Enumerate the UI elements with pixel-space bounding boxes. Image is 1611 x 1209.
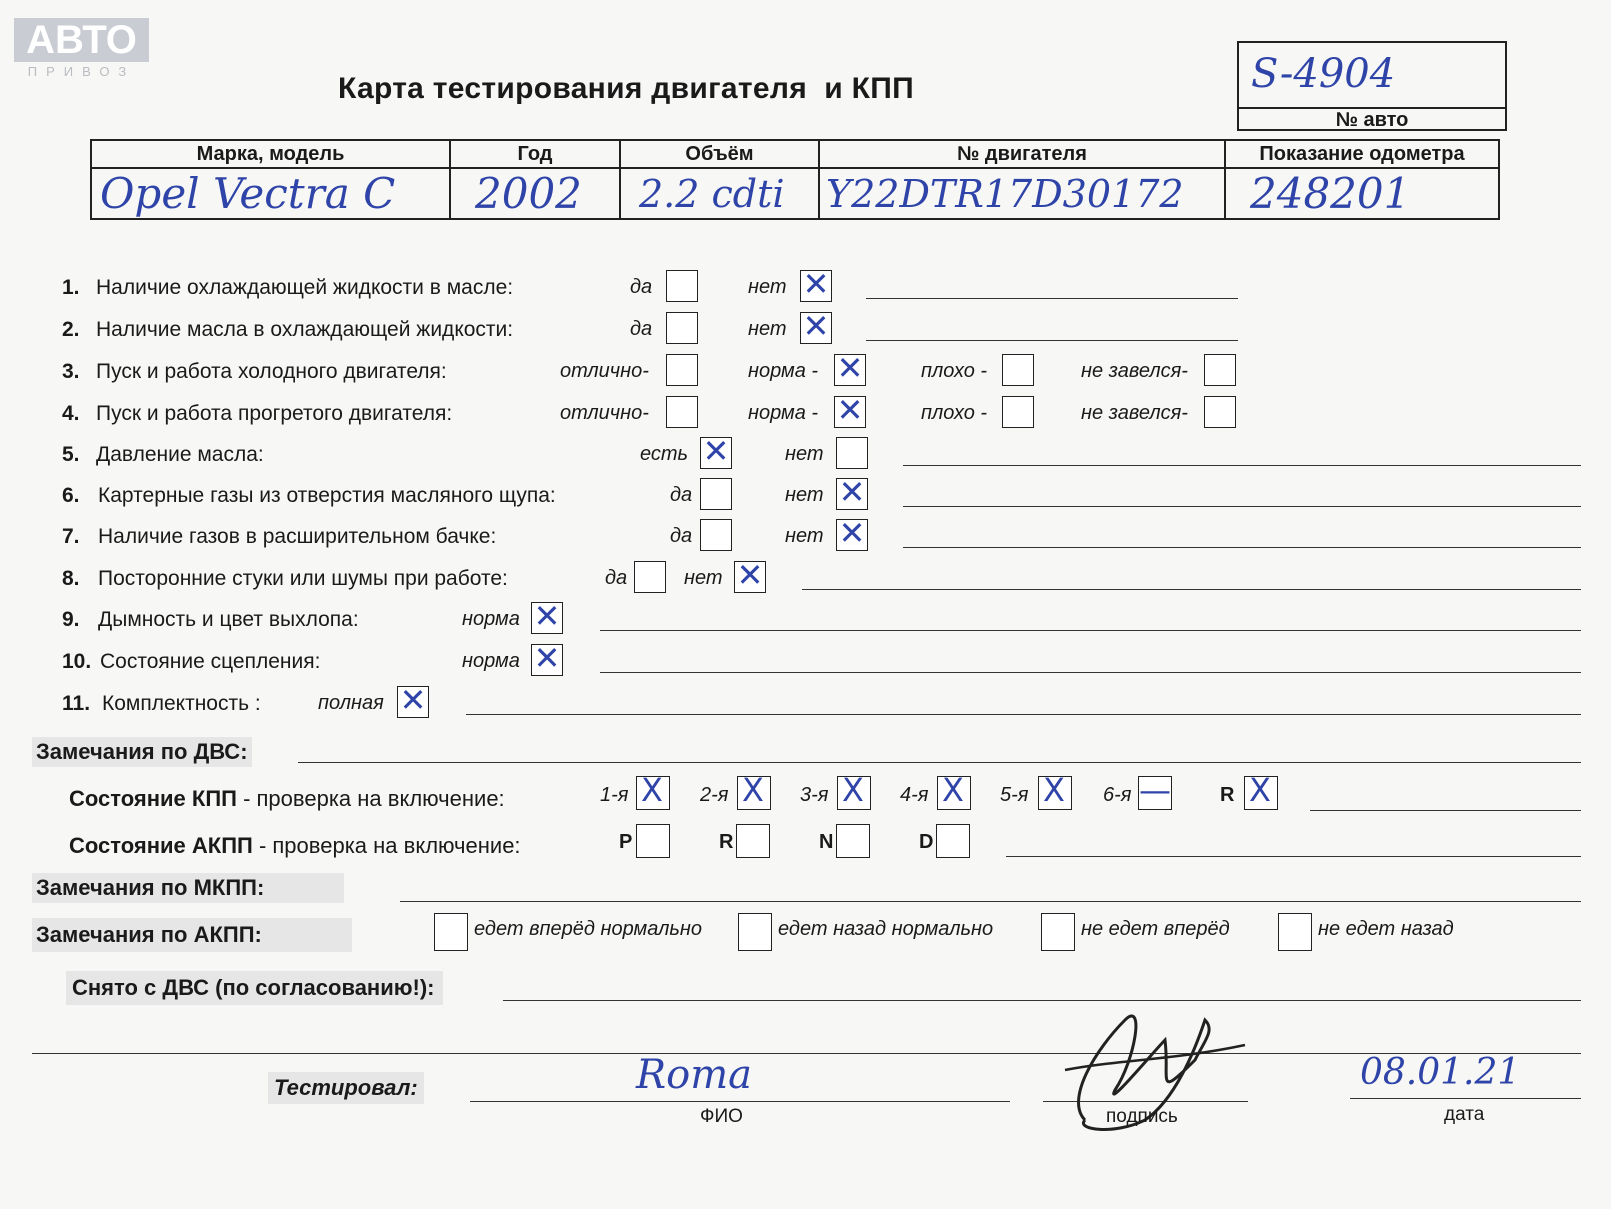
gear-mark: — xyxy=(1139,771,1171,809)
option-label: есть xyxy=(640,443,689,465)
question-text: Комплектность : xyxy=(102,692,261,715)
question-number: 5. xyxy=(62,443,80,466)
gear-label: 1-я xyxy=(600,784,629,806)
question-number: 8. xyxy=(62,567,80,590)
check-mark-icon: ✕ xyxy=(802,265,830,303)
akpp-mode-label: N xyxy=(819,831,834,853)
option-checkbox[interactable] xyxy=(834,391,866,429)
value-make-model: Opel Vectra C xyxy=(91,168,450,219)
fio-value: Roma xyxy=(636,1052,752,1098)
auto-number-value: S-4904 xyxy=(1251,51,1396,97)
option-checkbox[interactable] xyxy=(634,561,666,593)
question-number: 1. xyxy=(62,276,80,299)
option-checkbox[interactable] xyxy=(836,473,868,511)
option-checkbox[interactable] xyxy=(1002,396,1034,428)
akpp-remark-checkbox[interactable] xyxy=(738,913,772,951)
date-caption: дата xyxy=(1444,1104,1485,1125)
dvs-remarks-label: Замечания по ДВС: xyxy=(32,737,252,767)
header-make-model: Марка, модель xyxy=(91,140,450,168)
option-label: да xyxy=(630,276,653,298)
car-table-header-row xyxy=(91,140,1499,168)
option-label: не завелся- xyxy=(1081,360,1188,382)
gear-checkbox[interactable] xyxy=(737,771,771,810)
gear-checkbox[interactable] xyxy=(837,771,871,810)
kpp-line xyxy=(1310,810,1581,811)
date-line xyxy=(1350,1098,1581,1099)
option-label: да xyxy=(630,318,653,340)
question-text: Давление масла: xyxy=(96,443,264,466)
option-label: плохо - xyxy=(921,360,988,382)
akpp-mode-checkbox[interactable] xyxy=(636,824,670,858)
header-volume: Объём xyxy=(620,140,819,168)
question-number: 11. xyxy=(62,692,91,715)
answer-line xyxy=(466,714,1581,715)
option-checkbox[interactable] xyxy=(666,312,698,344)
option-label: да xyxy=(670,525,693,547)
answer-line xyxy=(866,340,1238,341)
question-number: 7. xyxy=(62,525,80,548)
akpp-mode-checkbox[interactable] xyxy=(836,824,870,858)
gear-label: 3-я xyxy=(800,784,829,806)
question-text: Пуск и работа холодного двигателя: xyxy=(96,360,447,383)
option-checkbox[interactable] xyxy=(700,432,732,470)
option-label: норма xyxy=(462,650,520,672)
option-checkbox[interactable] xyxy=(531,639,563,677)
option-label: нет xyxy=(684,567,723,589)
akpp-mode-checkbox[interactable] xyxy=(936,824,970,858)
question-text: Пуск и работа прогретого двигателя: xyxy=(96,402,453,425)
option-label: плохо - xyxy=(921,402,988,424)
header-odometer: Показание одометра xyxy=(1225,140,1499,168)
option-label: нет xyxy=(785,443,824,465)
option-label: отлично- xyxy=(560,402,649,424)
answer-line xyxy=(903,547,1581,548)
option-checkbox[interactable] xyxy=(834,349,866,387)
akpp-label-rest: - проверка на включение: xyxy=(252,833,521,858)
question-text: Наличие охлаждающей жидкости в масле: xyxy=(96,276,514,299)
gear-label: R xyxy=(1220,784,1235,806)
dvs-remarks-line xyxy=(298,762,1581,763)
option-checkbox[interactable] xyxy=(836,437,868,469)
car-info-table xyxy=(90,139,1500,220)
akpp-mode-label: P xyxy=(619,831,633,853)
removed-label: Снято с ДВС (по согласованию!): xyxy=(66,971,443,1005)
check-mark-icon: ✕ xyxy=(836,349,864,387)
value-engine-number: Y22DTR17D30172 xyxy=(819,168,1225,219)
option-label: норма xyxy=(462,608,520,630)
akpp-remark-option: едет вперёд нормально xyxy=(474,918,703,940)
question-text: Состояние сцепления: xyxy=(100,650,321,673)
option-label: норма - xyxy=(748,360,819,382)
option-label: нет xyxy=(748,276,787,298)
fio-line xyxy=(470,1101,1010,1102)
signature-caption: подпись xyxy=(1106,1106,1178,1127)
question-number: 4. xyxy=(62,402,80,425)
answer-line xyxy=(903,465,1581,466)
option-checkbox[interactable] xyxy=(836,514,868,552)
question-text: Картерные газы из отверстия масляного щупа: xyxy=(98,484,556,507)
gear-label: 2-я xyxy=(700,784,729,806)
akpp-remarks-label: Замечания по АКПП: xyxy=(32,918,352,952)
akpp-remark-option: не едет вперёд xyxy=(1081,918,1230,940)
gear-label: 6-я xyxy=(1103,784,1132,806)
akpp-remark-checkbox[interactable] xyxy=(1041,913,1075,951)
question-number: 10. xyxy=(62,650,92,673)
tested-label: Тестировал: xyxy=(268,1072,424,1104)
option-label: нет xyxy=(785,525,824,547)
question-text: Наличие газов в расширительном бачке: xyxy=(98,525,497,548)
value-year: 2002 xyxy=(450,168,620,219)
avto-privoz-logo xyxy=(14,18,149,80)
akpp-mode-label: D xyxy=(919,831,934,853)
option-checkbox[interactable] xyxy=(700,478,732,510)
kpp-label-rest: - проверка на включение: xyxy=(236,786,505,811)
question-number: 2. xyxy=(62,318,80,341)
mkpp-remarks-line xyxy=(400,901,1581,902)
kpp-label xyxy=(69,786,505,812)
header-engine-number: № двигателя xyxy=(819,140,1225,168)
option-label: нет xyxy=(785,484,824,506)
check-mark-icon: ✕ xyxy=(836,391,864,429)
answer-line xyxy=(866,298,1238,299)
check-mark-icon: ✕ xyxy=(533,639,561,677)
check-mark-icon: ✕ xyxy=(838,514,866,552)
answer-line xyxy=(600,672,1581,673)
date-value: 08.01.21 xyxy=(1360,1052,1521,1093)
car-table-value-row xyxy=(91,168,1499,219)
check-mark-icon: ✕ xyxy=(736,556,764,594)
fio-caption: ФИО xyxy=(700,1106,743,1127)
gear-checkbox[interactable] xyxy=(1038,771,1072,810)
akpp-remark-option: едет назад нормально xyxy=(778,918,994,940)
check-mark-icon: ✕ xyxy=(399,681,427,719)
question-number: 6. xyxy=(62,484,80,507)
option-checkbox[interactable] xyxy=(734,556,766,594)
mkpp-remarks-label: Замечания по МКПП: xyxy=(32,873,344,903)
gear-mark: X xyxy=(742,771,764,809)
option-label: да xyxy=(670,484,693,506)
question-text: Посторонние стуки или шумы при работе: xyxy=(98,567,508,590)
removed-line xyxy=(503,1000,1581,1001)
gear-label: 5-я xyxy=(1000,784,1029,806)
option-checkbox[interactable] xyxy=(666,270,698,302)
auto-number-label: № авто xyxy=(1239,107,1505,132)
akpp-mode-label: R xyxy=(719,831,734,853)
akpp-label xyxy=(69,833,521,859)
gear-checkbox[interactable] xyxy=(636,771,670,810)
option-label: да xyxy=(605,567,628,589)
akpp-remark-checkbox[interactable] xyxy=(434,913,468,951)
option-label: отлично- xyxy=(560,360,649,382)
option-checkbox[interactable] xyxy=(397,681,429,719)
logo-main: АВТО xyxy=(14,18,149,62)
option-checkbox[interactable] xyxy=(700,519,732,551)
page-title: Карта тестирования двигателя и КПП xyxy=(338,72,915,105)
gear-mark: X xyxy=(641,771,663,809)
check-mark-icon: ✕ xyxy=(838,473,866,511)
header-year: Год xyxy=(450,140,620,168)
akpp-line xyxy=(1006,856,1581,857)
logo-sub: ПРИВОЗ xyxy=(27,64,136,79)
value-volume: 2.2 cdti xyxy=(620,168,819,219)
option-checkbox[interactable] xyxy=(531,597,563,635)
gear-mark: X xyxy=(1249,771,1271,809)
option-checkbox[interactable] xyxy=(666,354,698,386)
option-checkbox[interactable] xyxy=(1002,354,1034,386)
option-checkbox[interactable] xyxy=(1204,396,1236,428)
auto-number-box xyxy=(1237,41,1507,131)
question-number: 9. xyxy=(62,608,80,631)
option-label: полная xyxy=(318,692,384,714)
question-text: Наличие масла в охлаждающей жидкости: xyxy=(96,318,514,341)
option-label: нет xyxy=(748,318,787,340)
gear-checkbox[interactable] xyxy=(1138,771,1172,810)
gear-checkbox[interactable] xyxy=(937,771,971,810)
akpp-mode-checkbox[interactable] xyxy=(736,824,770,858)
gear-label: 4-я xyxy=(900,784,929,806)
akpp-label-bold: Состояние АКПП xyxy=(69,833,253,858)
option-label: не завелся- xyxy=(1081,402,1188,424)
kpp-label-bold: Состояние КПП xyxy=(69,786,237,811)
option-checkbox[interactable] xyxy=(800,265,832,303)
option-label: норма - xyxy=(748,402,819,424)
separator-line xyxy=(32,1053,1581,1054)
gear-mark: X xyxy=(1043,771,1065,809)
check-mark-icon: ✕ xyxy=(533,597,561,635)
akpp-remark-option: не едет назад xyxy=(1318,918,1454,940)
check-mark-icon: ✕ xyxy=(702,432,730,470)
answer-line xyxy=(600,630,1581,631)
gear-mark: X xyxy=(942,771,964,809)
akpp-remark-checkbox[interactable] xyxy=(1278,913,1312,951)
gear-checkbox[interactable] xyxy=(1244,771,1278,810)
gear-mark: X xyxy=(842,771,864,809)
option-checkbox[interactable] xyxy=(666,396,698,428)
answer-line xyxy=(903,506,1581,507)
option-checkbox[interactable] xyxy=(800,307,832,345)
question-text: Дымность и цвет выхлопа: xyxy=(98,608,359,631)
answer-line xyxy=(802,589,1581,590)
question-number: 3. xyxy=(62,360,80,383)
check-mark-icon: ✕ xyxy=(802,307,830,345)
option-checkbox[interactable] xyxy=(1204,354,1236,386)
value-odometer: 248201 xyxy=(1225,168,1499,219)
